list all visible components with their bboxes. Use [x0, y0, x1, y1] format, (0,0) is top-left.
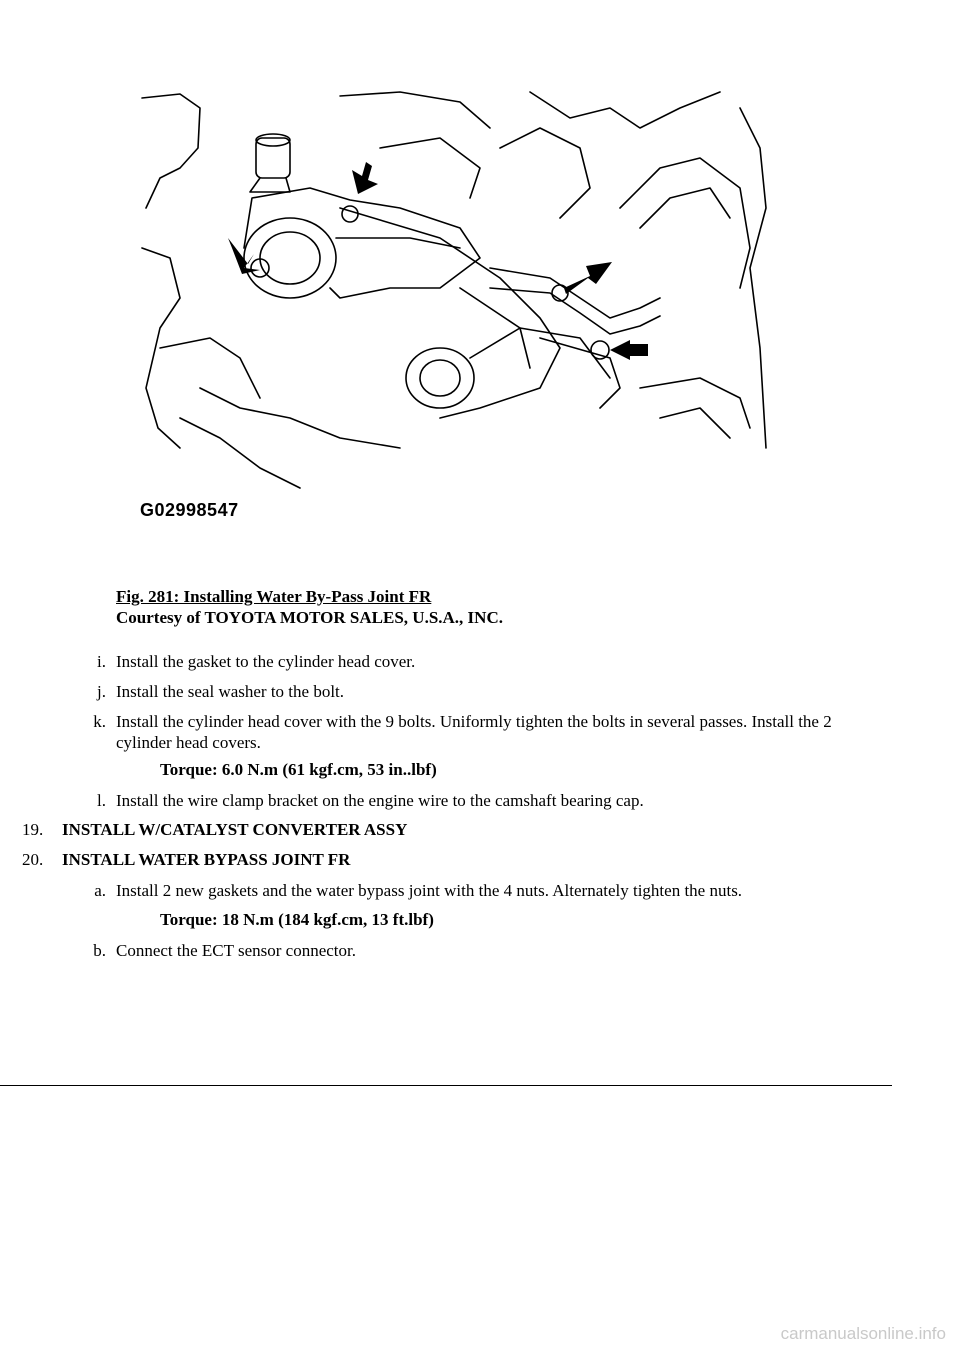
step-text: Install the cylinder head cover with the 9 bolts. Uniformly tighten the bolts in several passes. Install the 2 cylinder head covers. [116, 712, 832, 752]
step-text: Install the wire clamp bracket on the engine wire to the camshaft bearing cap. [116, 791, 644, 810]
step-text: Install the gasket to the cylinder head cover. [116, 652, 416, 671]
torque-spec: Torque: 6.0 N.m (61 kgf.cm, 53 in..lbf) [160, 760, 437, 779]
figure-id-label: G02998547 [140, 500, 239, 520]
section-title: INSTALL W/CATALYST CONVERTER ASSY [62, 820, 408, 839]
step-text: Install 2 new gaskets and the water bypass joint with the 4 nuts. Alternately tighten the nuts. [116, 881, 743, 900]
figure-caption-credit: Courtesy of TOYOTA MOTOR SALES, U.S.A., INC. [116, 608, 503, 627]
step-label: b. [93, 941, 106, 960]
engine-illustration [140, 88, 768, 528]
figure-caption [116, 586, 503, 628]
section-number: 20. [22, 850, 44, 869]
section-title: INSTALL WATER BYPASS JOINT FR [62, 850, 351, 869]
step-label: l. [97, 791, 106, 810]
section-number: 19. [22, 820, 44, 839]
page-divider [0, 1085, 892, 1086]
step-text: Install the seal washer to the bolt. [116, 682, 345, 701]
step-text: Connect the ECT sensor connector. [116, 941, 356, 960]
watermark: carmanualsonline.info [780, 1324, 946, 1343]
step-label: i. [97, 652, 106, 671]
figure-caption-title: Fig. 281: Installing Water By-Pass Joint FR [116, 587, 432, 606]
step-label: j. [97, 682, 106, 701]
step-label: k. [93, 712, 106, 731]
step-label: a. [94, 881, 106, 900]
torque-spec: Torque: 18 N.m (184 kgf.cm, 13 ft.lbf) [160, 910, 434, 929]
